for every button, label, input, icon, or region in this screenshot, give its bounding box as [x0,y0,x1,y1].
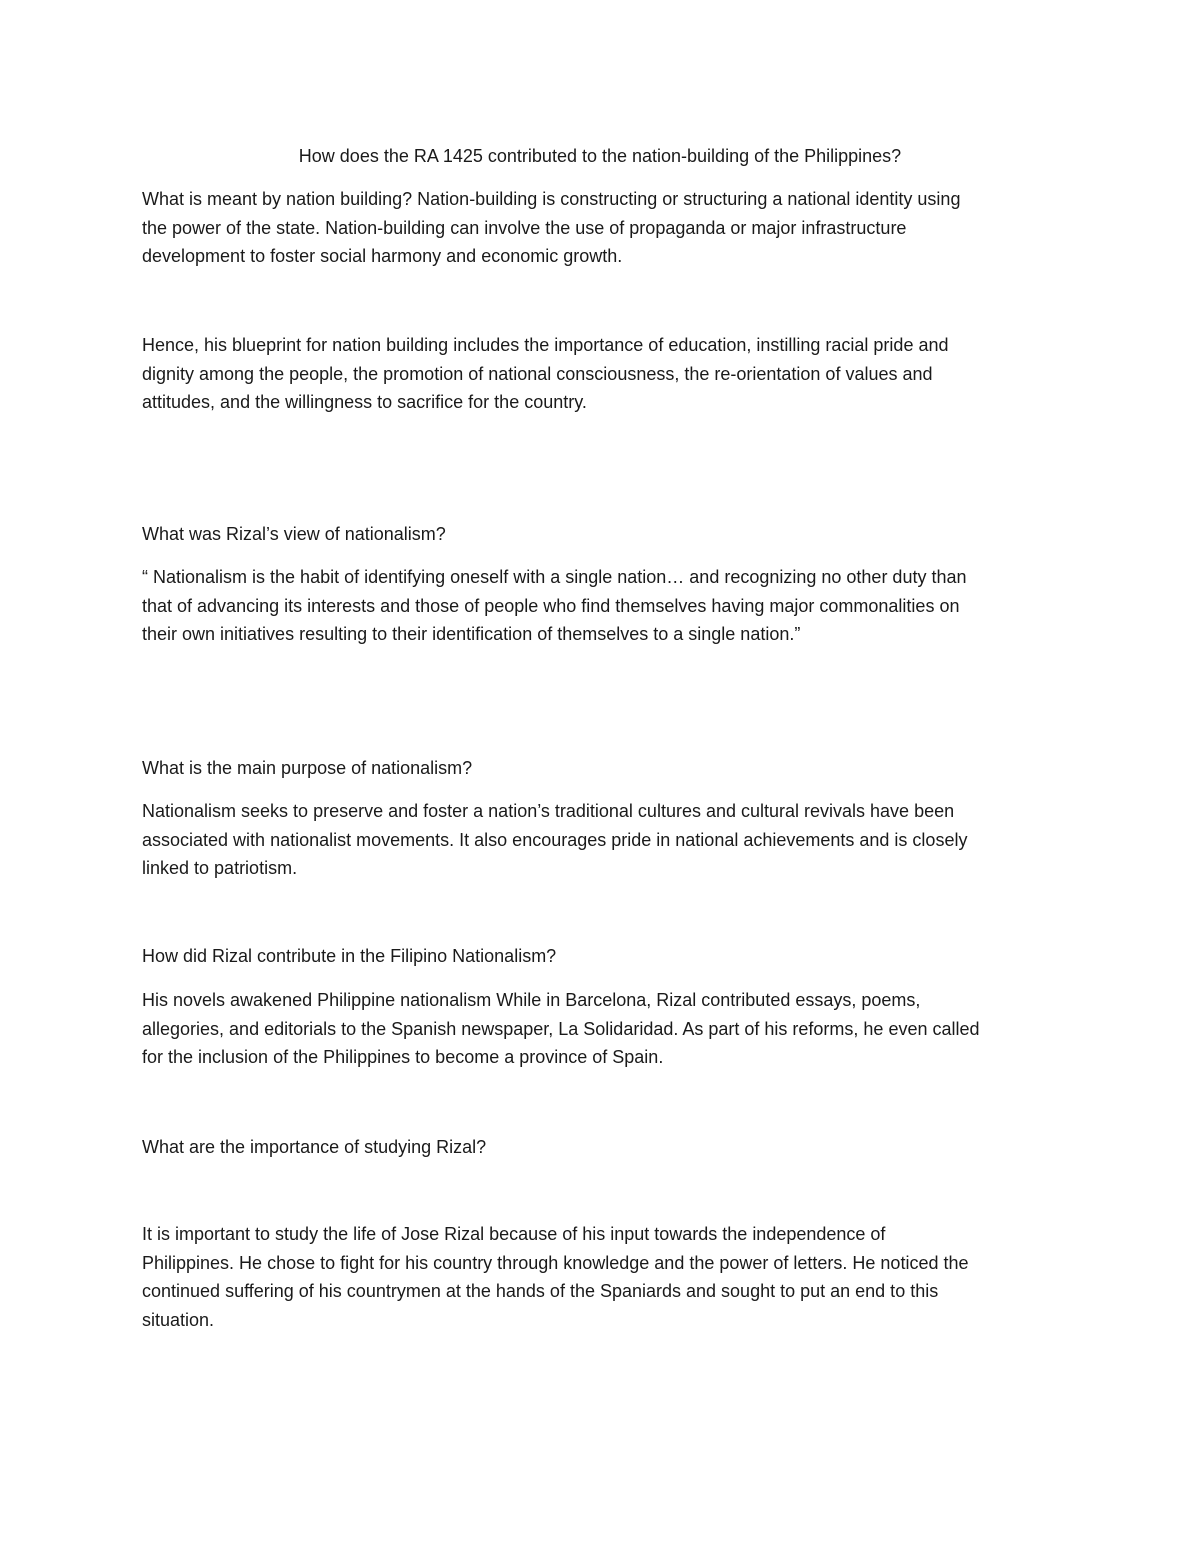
question-importance-studying [142,1133,1062,1162]
text-line: His novels awakened Philippine nationalism While in Barcelona, Rizal contributed essays, poems, [142,990,921,1010]
text-line: attitudes, and the willingness to sacrifice for the country. [142,392,587,412]
question-rizal-view [142,520,1062,549]
text-line: What are the importance of studying Rizal? [142,1137,487,1157]
text-line: dignity among the people, the promotion of national consciousness, the re-orientation of values and [142,363,933,384]
text-line: situation. [142,1309,215,1330]
text-line: How did Rizal contribute in the Filipino Nationalism? [142,946,557,966]
text-line: allegories, and editorials to the Spanish newspaper, La Solidaridad. As part of his reforms, he even called [142,1018,980,1039]
text-line: What is meant by nation building? Nation-building is constructing or structuring a national identity using [142,189,961,209]
paragraph-rizal-contribution [142,986,1062,1072]
question-rizal-contribution [142,942,1062,971]
question-main-purpose [142,754,1062,783]
text-line: Hence, his blueprint for nation building includes the importance of education, instilling racial pride and [142,335,949,355]
paragraph-main-purpose [142,797,1062,883]
paragraph-nation-building-definition [142,185,1062,271]
text-line: “ Nationalism is the habit of identifying oneself with a single nation… and recognizing no other duty than [142,567,967,587]
text-line: development to foster social harmony and economic growth. [142,246,623,266]
text-line: Nationalism seeks to preserve and foster a nation’s traditional cultures and cultural revivals have been [142,801,955,821]
text-line: that of advancing its interests and those of people who find themselves having major commonalities on [142,595,960,616]
document-title: How does the RA 1425 contributed to the nation-building of the Philippines? [298,146,902,166]
text-line: their own initiatives resulting to their identification of themselves to a single nation.” [142,624,801,644]
text-line: for the inclusion of the Philippines to become a province of Spain. [142,1047,664,1067]
text-line: continued suffering of his countrymen at the hands of the Spaniards and sought to put an end to this [142,1281,939,1301]
paragraph-importance-studying [142,1220,1062,1334]
text-line: associated with nationalist movements. It also encourages pride in national achievements and is closely [142,829,968,850]
text-line: What is the main purpose of nationalism? [142,758,473,778]
text-line: Philippines. He chose to fight for his country through knowledge and the power of letters. He noticed the [142,1252,969,1273]
text-line: It is important to study the life of Jose Rizal because of his input towards the independence of [142,1224,886,1244]
text-line: What was Rizal’s view of nationalism? [142,524,446,544]
text-line: the power of the state. Nation-building can involve the use of propaganda or major infrastructure [142,217,907,238]
paragraph-blueprint [142,331,1062,417]
text-line: linked to patriotism. [142,858,298,878]
paragraph-nationalism-quote [142,563,1062,649]
